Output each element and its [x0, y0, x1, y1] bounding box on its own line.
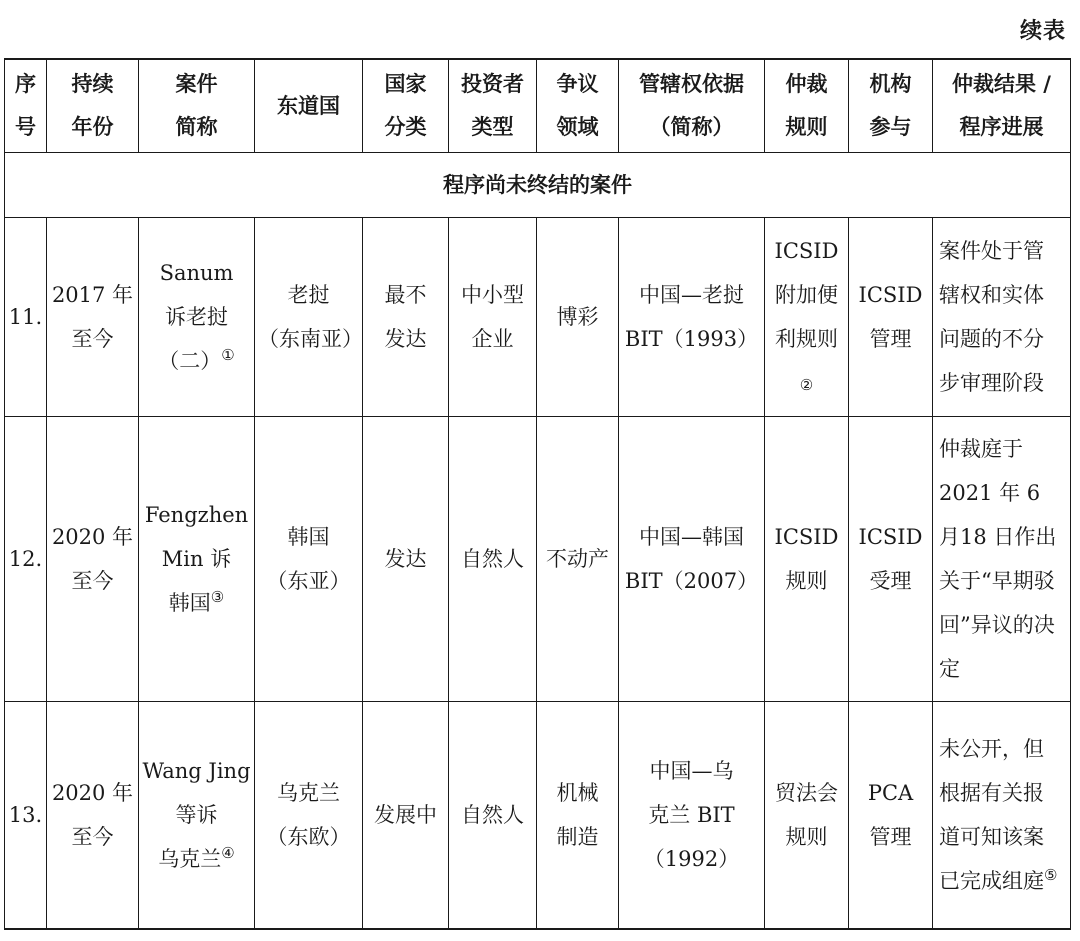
cell-case — [139, 702, 255, 930]
cell-rules — [765, 417, 849, 702]
cell-host: 乌克兰 （东欧） — [255, 702, 363, 930]
header-years: 持续 年份 — [47, 59, 139, 153]
cell-rules — [765, 218, 849, 417]
cell-institution: PCA 管理 — [849, 702, 933, 930]
header-result: 仲裁结果 / 程序进展 — [933, 59, 1071, 153]
cell-field: 博彩 — [537, 218, 619, 417]
header-rules: 仲裁 规则 — [765, 59, 849, 153]
header-investor: 投资者 类型 — [449, 59, 537, 153]
rules-text: ICSID 规则 — [774, 525, 839, 593]
footnote-marker: ④ — [221, 844, 235, 862]
header-case: 案件 简称 — [139, 59, 255, 153]
cell-rules — [765, 702, 849, 930]
header-basis: 管辖权依据 （简称） — [619, 59, 765, 153]
cell-institution: ICSID 管理 — [849, 218, 933, 417]
footnote-marker: ② — [799, 376, 814, 394]
header-host: 东道国 — [255, 59, 363, 153]
cell-case — [139, 417, 255, 702]
header-country-class: 国家 分类 — [363, 59, 449, 153]
header-no: 序 号 — [5, 59, 47, 153]
table-row — [5, 702, 1071, 930]
table-row — [5, 417, 1071, 702]
case-table — [4, 58, 1071, 930]
cell-country-class: 发展中 — [363, 702, 449, 930]
cell-years: 2017 年 至今 — [47, 218, 139, 417]
rules-text: 贸法会 规则 — [775, 781, 838, 849]
cell-host: 老挝 （东南亚） — [255, 218, 363, 417]
cell-no: 13. — [5, 702, 47, 930]
cell-country-class: 最不 发达 — [363, 218, 449, 417]
result-text: 仲裁庭于2021 年 6 月18 日作出关于“早期驳回”异议的决定 — [939, 437, 1057, 681]
result-text: 未公开，但根据有关报道可知该案已完成组庭 — [939, 737, 1044, 893]
cell-investor: 自然人 — [449, 417, 537, 702]
result-text: 案件处于管辖权和实体问题的不分步审理阶段 — [939, 239, 1044, 395]
cell-case — [139, 218, 255, 417]
case-name: Sanum 诉老挝 （二） — [158, 261, 234, 373]
footnote-marker: ⑤ — [1044, 866, 1058, 884]
rules-text: ICSID 附加便 利规则 — [774, 239, 839, 351]
cell-host: 韩国 （东亚） — [255, 417, 363, 702]
cell-no: 12. — [5, 417, 47, 702]
cell-investor: 自然人 — [449, 702, 537, 930]
continuation-label: 续表 — [1019, 19, 1066, 44]
table-row — [5, 218, 1071, 417]
footnote-marker: ③ — [210, 588, 225, 606]
cell-years: 2020 年 至今 — [47, 417, 139, 702]
cell-country-class: 发达 — [363, 417, 449, 702]
cell-result — [933, 218, 1071, 417]
footnote-marker: ① — [221, 346, 235, 364]
cell-investor: 中小型 企业 — [449, 218, 537, 417]
cell-result — [933, 702, 1071, 930]
cell-field: 不动产 — [537, 417, 619, 702]
case-name: Fengzhen Min 诉 韩国 — [144, 503, 249, 615]
cell-result — [933, 417, 1071, 702]
cell-no: 11. — [5, 218, 47, 417]
cell-years: 2020 年 至今 — [47, 702, 139, 930]
cell-basis: 中国—韩国 BIT（2007） — [619, 417, 765, 702]
header-row — [5, 59, 1071, 153]
cell-institution: ICSID 受理 — [849, 417, 933, 702]
cell-basis: 中国—老挝 BIT（1993） — [619, 218, 765, 417]
cell-field: 机械 制造 — [537, 702, 619, 930]
section-row — [5, 153, 1071, 218]
header-institution: 机构 参与 — [849, 59, 933, 153]
case-name: Wang Jing 等诉 乌克兰 — [142, 759, 251, 871]
cell-basis: 中国—乌 克兰 BIT （1992） — [619, 702, 765, 930]
section-title: 程序尚未终结的案件 — [5, 153, 1071, 218]
header-field: 争议 领域 — [537, 59, 619, 153]
